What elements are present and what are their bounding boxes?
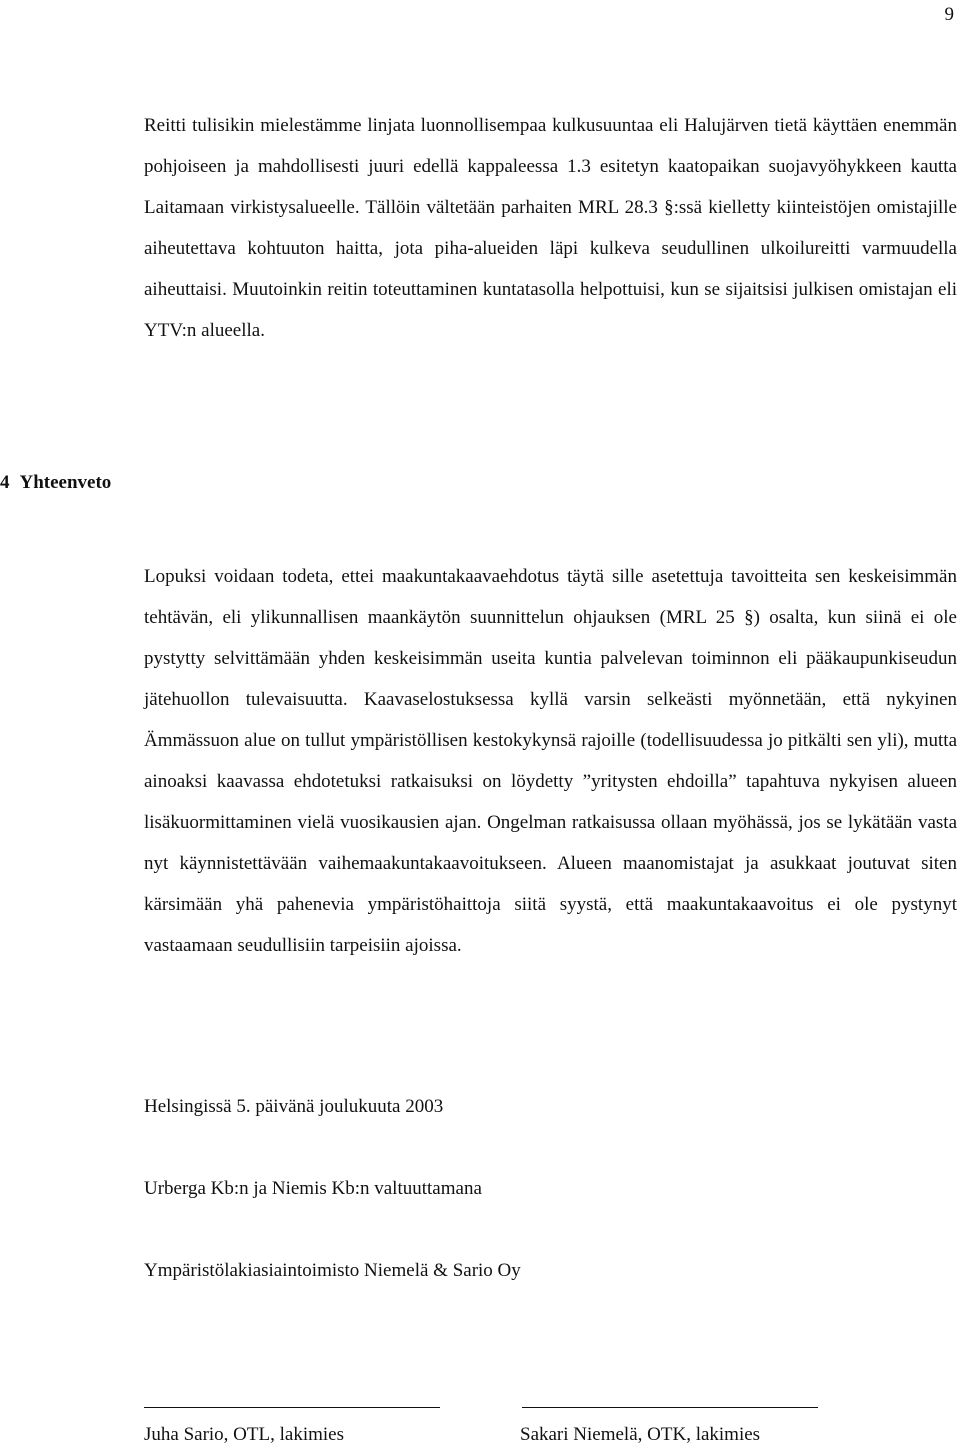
place-date: Helsingissä 5. päivänä joulukuuta 2003 [144, 1096, 444, 1117]
body-paragraph-route: Reitti tulisikin mielestämme linjata luonnollisempaa kulkusuuntaa eli Halujärven tietä käyttäen enemmän pohjoiseen ja mahdollisesti juuri edellä kappaleessa 1.3 esitetyn kaatopaikan suojavyöhykkeen kautta Laitamaan virkistysalueelle. Tällöin vältetään parhaiten MRL 28.3 §:ssä kielletty kiinteistöjen omistajille aiheutettava kohtuuton haitta, jota piha-alueiden läpi kulkeva seudullinen ulkoilureitti varmuudella aiheuttaisi. Muutoinkin reitin toteuttaminen kuntatasolla helpottuisi, kun se sijaitsisi julkisen omistajan eli YTV:n alueella. [144, 115, 957, 341]
section-number: 4 [0, 472, 10, 493]
page-number: 9 [944, 4, 954, 25]
body-paragraph-summary: Lopuksi voidaan todeta, ettei maakuntakaavaehdotus täytä sille asetettuja tavoitteita sen keskeisimmän tehtävän, eli ylikunnallisen maankäytön suunnittelun ohjauksen (MRL 25 §) osalta, kun siinä ei ole pystytty selvittämään yhden keskeisimmän useita kuntia palvelevan toiminnon eli pääkaupunkiseudun jätehuollon tulevaisuutta. Kaavaselostuksessa kyllä varsin selkeästi myönnetään, että nykyinen Ämmässuon alue on tullut ympäristöllisen kestokykynsä rajoille (todellisuudessa jo pitkälti sen yli), mutta ainoaksi kaavassa ehdotetuksi ratkaisuksi on löydetty ”yritysten ehdoilla” tapahtuva nykyisen alueen lisäkuormittaminen vielä vuosikausien ajan. Ongelman ratkaisussa ollaan myöhässä, jos se lykätään vasta nyt käynnistettävään vaihemaakuntakaavoitukseen. Alueen maanomistajat ja asukkaat joutuvat siten kärsimään yhä pahenevia ympäristöhaittoja siitä syystä, että maakuntakaavoitus ei ole pystynyt vastaamaan seudullisiin tarpeisiin ajoissa. [144, 566, 957, 956]
signature-line [522, 1407, 818, 1408]
client-line: Urberga Kb:n ja Niemis Kb:n valtuuttamana [144, 1178, 482, 1199]
section-title: Yhteenveto [19, 472, 112, 493]
signature-line [144, 1407, 440, 1408]
office-line: Ympäristölakiasiaintoimisto Niemelä & Sario Oy [144, 1260, 521, 1281]
section-heading [0, 472, 121, 494]
signatory-name: Juha Sario, OTL, lakimies [144, 1424, 344, 1445]
signatory-name: Sakari Niemelä, OTK, lakimies [520, 1424, 761, 1445]
